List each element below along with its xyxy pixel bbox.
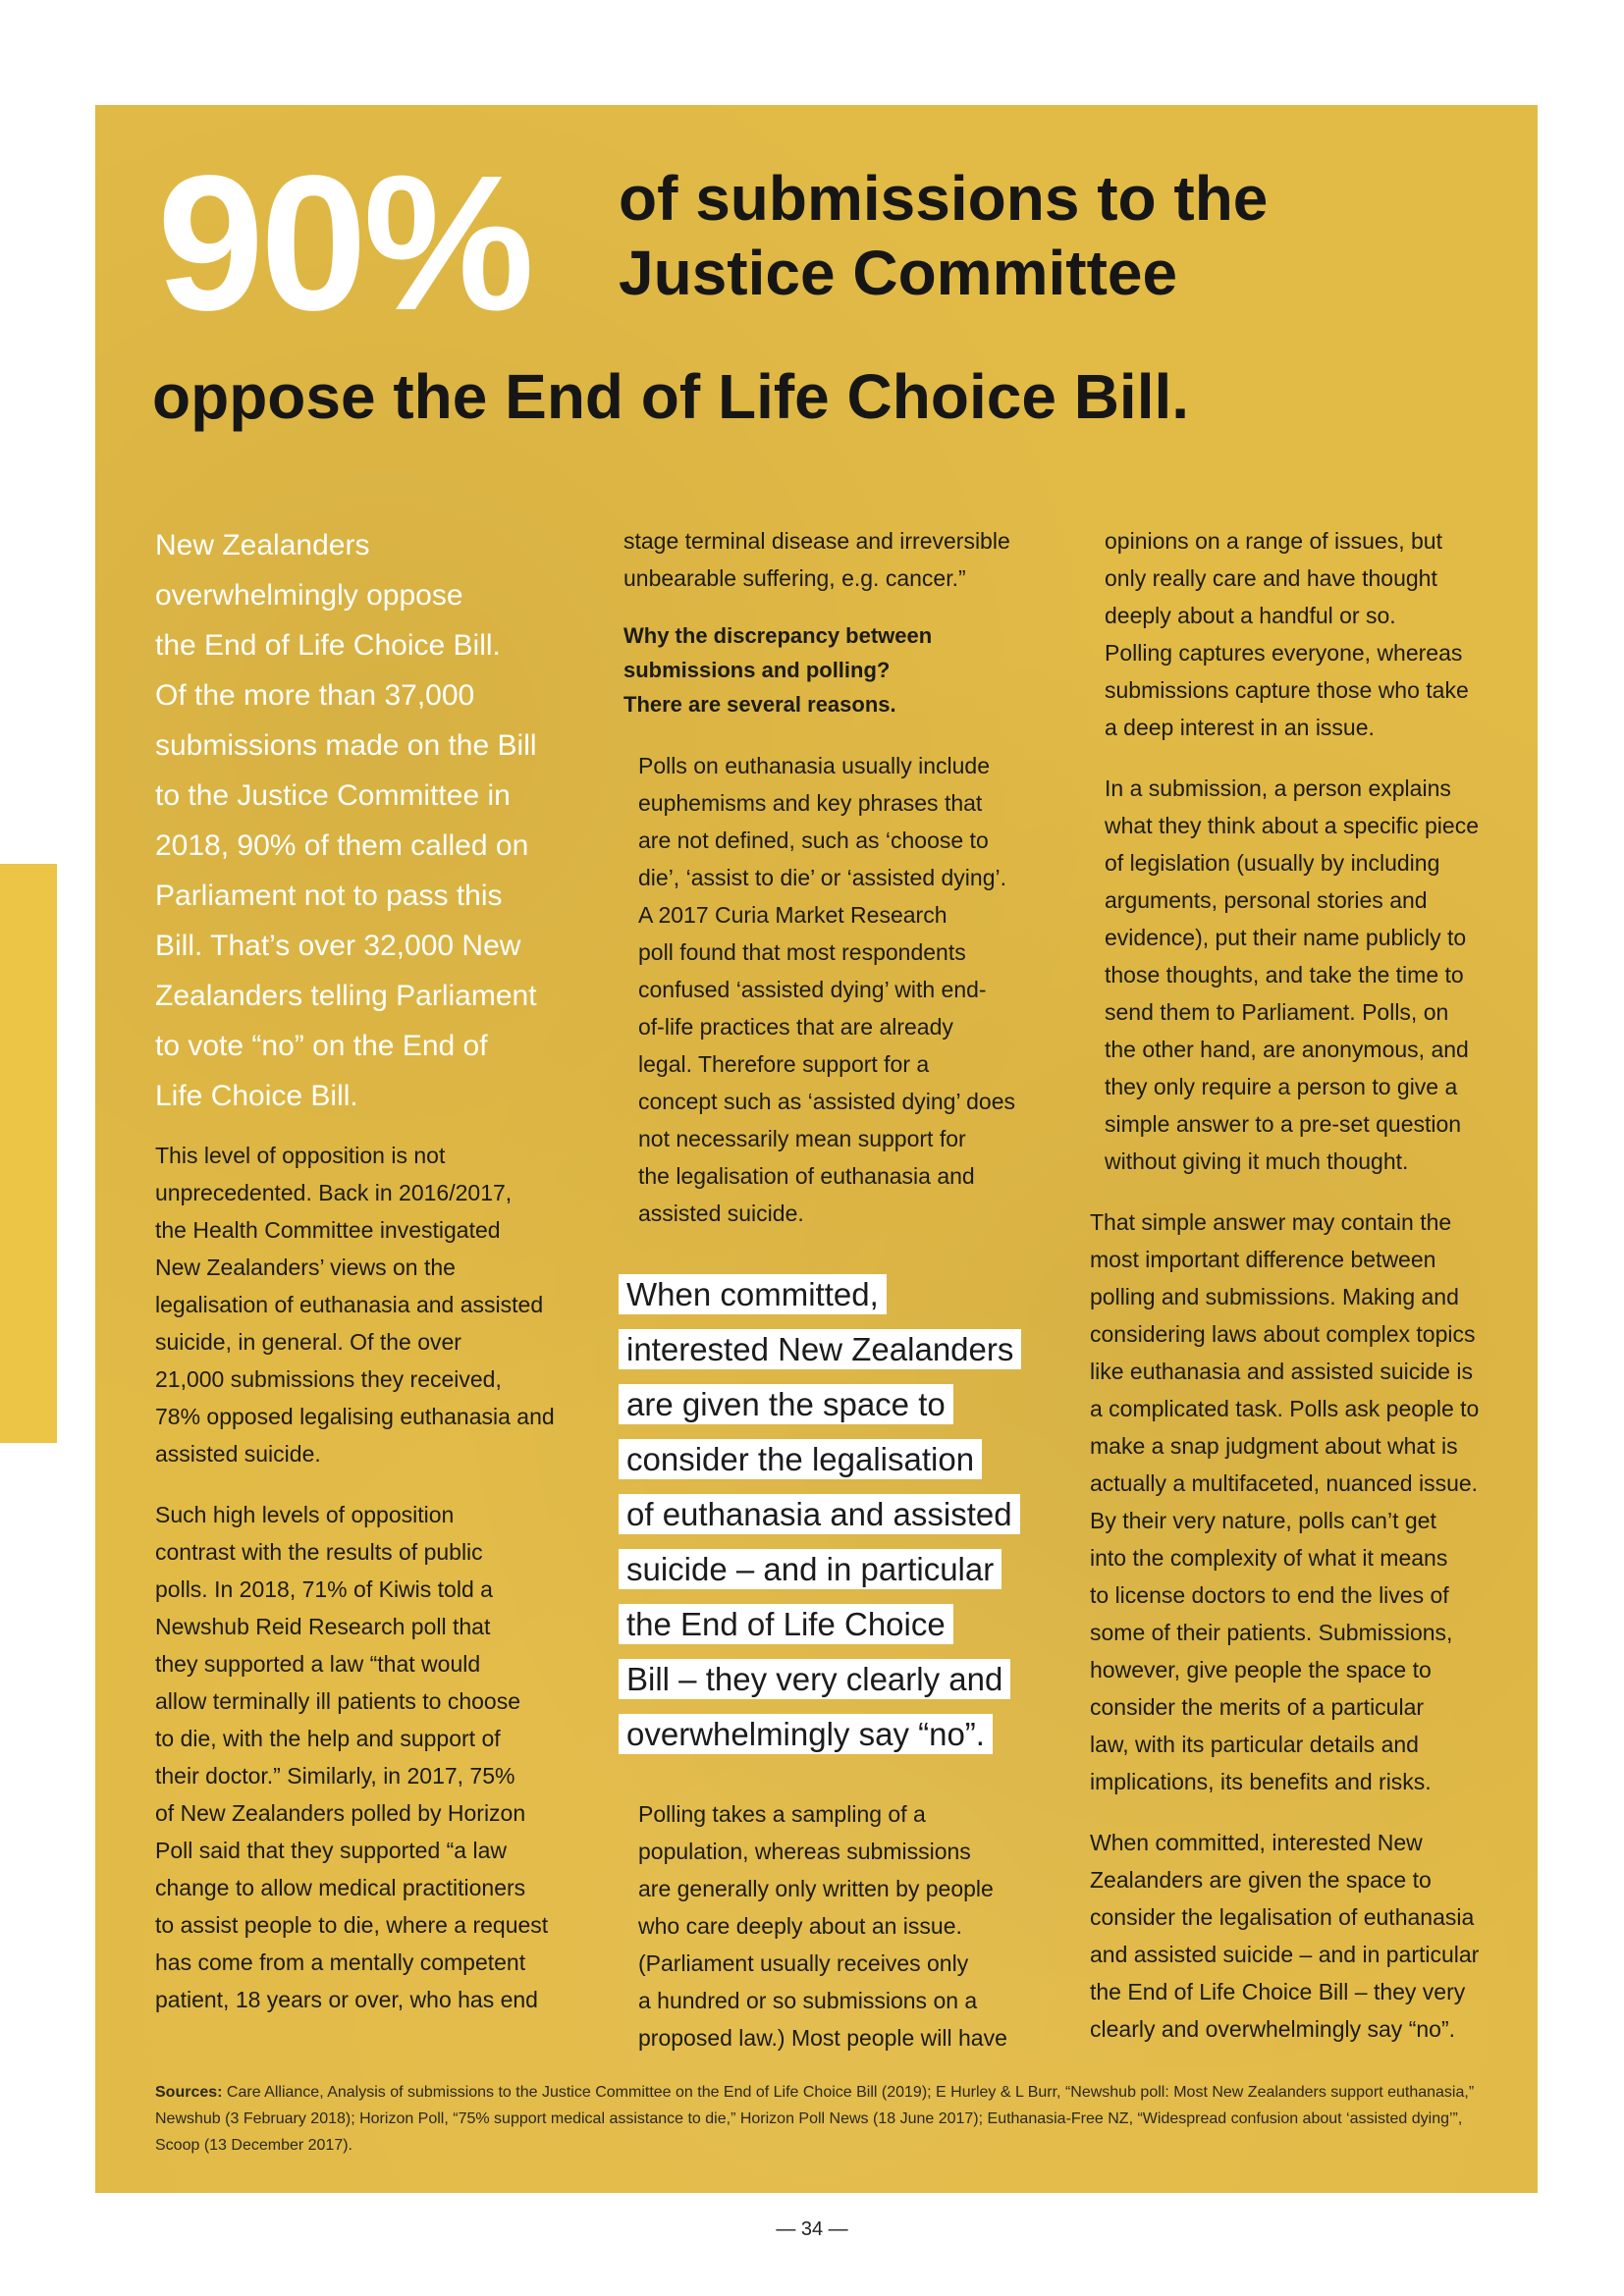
text-line: euphemisms and key phrases that — [638, 790, 983, 816]
text-line: concept such as ‘assisted dying’ does — [638, 1089, 1015, 1114]
text-line: considering laws about complex topics — [1090, 1321, 1476, 1347]
text-line: Polls on euthanasia usually include — [638, 753, 991, 778]
text-line: unbearable suffering, e.g. cancer.” — [623, 565, 966, 591]
text-line: a deep interest in an issue. — [1105, 715, 1375, 740]
text-line: Bill. That’s over 32,000 New — [155, 930, 521, 962]
text-line: who care deeply about an issue. — [638, 1913, 962, 1939]
paragraph-continued — [623, 522, 1046, 597]
headline-top — [619, 162, 1268, 310]
text-line: like euthanasia and assisted suicide is — [1090, 1359, 1473, 1384]
headline-top-line-1: of submissions to the — [619, 163, 1269, 234]
text-line: change to allow medical practitioners — [155, 1875, 526, 1900]
text-line: unprecedented. Back in 2016/2017, — [155, 1180, 513, 1205]
text-line: This level of opposition is not — [155, 1143, 446, 1168]
text-line: the End of Life Choice Bill. — [155, 629, 501, 662]
text-line: In a submission, a person explains — [1105, 775, 1451, 801]
text-line: make a snap judgment about what is — [1090, 1433, 1458, 1459]
text-line: Of the more than 37,000 — [155, 679, 475, 712]
text-line: Why the discrepancy between — [623, 623, 933, 648]
lead-paragraph — [155, 520, 558, 1121]
text-line: stage terminal disease and irreversible — [623, 528, 1010, 554]
paragraph — [1090, 1203, 1492, 1800]
text-line: are not defined, such as ‘choose to — [638, 828, 989, 853]
headline-top-line-2: Justice Committee — [619, 237, 1178, 308]
pull-quote-line: suicide – and in particular — [619, 1549, 1001, 1589]
text-line: law, with its particular details and — [1090, 1732, 1419, 1757]
text-line: population, whereas submissions — [638, 1839, 971, 1864]
sources-footnote — [155, 2079, 1481, 2159]
text-line: most important difference between — [1090, 1247, 1436, 1272]
text-line: New Zealanders’ views on the — [155, 1255, 456, 1280]
text-line: (Parliament usually receives only — [638, 1950, 969, 1976]
paragraph — [1090, 1824, 1492, 2048]
text-line: to die, with the help and support of — [155, 1726, 501, 1751]
text-line: implications, its benefits and risks. — [1090, 1769, 1432, 1794]
text-line: send them to Parliament. Polls, on — [1105, 999, 1449, 1025]
text-line: patient, 18 years or over, who has end — [155, 1987, 538, 2012]
text-line: arguments, personal stories and — [1105, 887, 1428, 913]
text-line: opinions on a range of issues, but — [1105, 528, 1442, 554]
text-line: actually a multifaceted, nuanced issue. — [1090, 1470, 1479, 1496]
text-line: polling and submissions. Making and — [1090, 1284, 1459, 1309]
text-line: simple answer to a pre-set question — [1105, 1111, 1462, 1137]
text-line: legal. Therefore support for a — [638, 1051, 930, 1077]
column-2 — [623, 522, 1046, 2056]
text-line: they only require a person to give a — [1105, 1074, 1458, 1099]
sources-text: Care Alliance, Analysis of submissions to the Justice Committee on the End of Life Choice Bill (2019); E Hurley & L Burr, “Newshub poll: Most New Zealanders support euthanasia,” Newshub (3 February 2018); Horizon Poll, “75% support medical assistance to die,” Horizon Poll News (18 June 2017); Euthanasia-Free NZ, “Widespread confusion about ‘assisted dying’”, Scoop (13 December 2017). — [155, 2084, 1475, 2154]
text-line: submissions made on the Bill — [155, 729, 537, 762]
text-line: contrast with the results of public — [155, 1539, 483, 1565]
text-line: Life Choice Bill. — [155, 1080, 358, 1112]
text-line: 2018, 90% of them called on — [155, 829, 529, 862]
pull-quote-line: Bill – they very clearly and — [619, 1659, 1010, 1699]
column-1 — [155, 520, 558, 2018]
page-number: — 34 — — [776, 2218, 848, 2240]
text-line: Poll said that they supported “a law — [155, 1838, 507, 1863]
text-line: Polling captures everyone, whereas — [1105, 640, 1463, 666]
text-line: Polling takes a sampling of a — [638, 1801, 926, 1827]
text-line: There are several reasons. — [623, 692, 896, 717]
text-line: their doctor.” Similarly, in 2017, 75% — [155, 1763, 515, 1789]
paragraph — [623, 747, 1046, 1232]
text-line: 21,000 submissions they received, — [155, 1366, 502, 1392]
text-line: they supported a law “that would — [155, 1651, 481, 1677]
pull-quote-line: consider the legalisation — [619, 1439, 982, 1479]
pull-quote-line: When committed, — [619, 1274, 887, 1314]
text-line: overwhelmingly oppose — [155, 579, 463, 612]
text-line: a hundred or so submissions on a — [638, 1988, 978, 2013]
text-line: to the Justice Committee in — [155, 779, 511, 812]
text-line: evidence), put their name publicly to — [1105, 925, 1467, 950]
side-color-tab — [0, 864, 57, 1443]
text-line: assisted suicide. — [155, 1441, 321, 1467]
text-line: of legislation (usually by including — [1105, 850, 1440, 876]
text-line: has come from a mentally competent — [155, 1949, 526, 1975]
text-line: assisted suicide. — [638, 1201, 804, 1226]
text-line: When committed, interested New — [1090, 1830, 1423, 1855]
headline-bottom: oppose the End of Life Choice Bill. — [152, 361, 1190, 432]
text-line: of-life practices that are already — [638, 1014, 953, 1040]
text-line: clearly and overwhelmingly say “no”. — [1090, 2016, 1455, 2042]
text-line: to assist people to die, where a request — [155, 1912, 549, 1938]
text-line: the legalisation of euthanasia and — [638, 1163, 975, 1189]
text-line: submissions and polling? — [623, 658, 891, 682]
text-line: confused ‘assisted dying’ with end- — [638, 977, 987, 1002]
text-line: of New Zealanders polled by Horizon — [155, 1800, 526, 1826]
text-line: allow terminally ill patients to choose — [155, 1688, 521, 1714]
text-line: some of their patients. Submissions, — [1090, 1620, 1453, 1645]
text-line: without giving it much thought. — [1105, 1148, 1409, 1174]
column-3 — [1090, 522, 1492, 2048]
text-line: polls. In 2018, 71% of Kiwis told a — [155, 1576, 493, 1602]
text-line: to license doctors to end the lives of — [1090, 1582, 1449, 1608]
text-line: Parliament not to pass this — [155, 880, 503, 912]
text-line: only really care and have thought — [1105, 565, 1437, 591]
pull-quote-line: of euthanasia and assisted — [619, 1494, 1020, 1534]
text-line: not necessarily mean support for — [638, 1126, 966, 1151]
paragraph — [1090, 522, 1492, 746]
text-line: proposed law.) Most people will have — [638, 2025, 1007, 2051]
text-line: the End of Life Choice Bill – they very — [1090, 1979, 1466, 2004]
text-line: the Health Committee investigated — [155, 1217, 501, 1243]
pull-quote-line: interested New Zealanders — [619, 1329, 1021, 1369]
text-line: consider the legalisation of euthanasia — [1090, 1904, 1475, 1930]
text-line: are generally only written by people — [638, 1876, 994, 1901]
text-line: a complicated task. Polls ask people to — [1090, 1396, 1480, 1421]
pull-quote-line: the End of Life Choice — [619, 1604, 953, 1644]
text-line: Zealanders are given the space to — [1090, 1867, 1432, 1893]
text-line: submissions capture those who take — [1105, 677, 1469, 703]
pull-quote — [619, 1267, 1046, 1762]
text-line: however, give people the space to — [1090, 1657, 1432, 1682]
text-line: 78% opposed legalising euthanasia and — [155, 1404, 555, 1429]
text-line: Zealanders telling Parliament — [155, 980, 537, 1012]
pull-quote-line: overwhelmingly say “no”. — [619, 1714, 993, 1754]
text-line: die’, ‘assist to die’ or ‘assisted dying’. — [638, 865, 1006, 890]
text-line: Such high levels of opposition — [155, 1502, 455, 1527]
paragraph — [1090, 770, 1492, 1180]
text-line: into the complexity of what it means — [1090, 1545, 1448, 1571]
text-line: suicide, in general. Of the over — [155, 1329, 461, 1355]
pull-quote-line: are given the space to — [619, 1384, 953, 1424]
text-line: That simple answer may contain the — [1090, 1209, 1452, 1235]
text-line: New Zealanders — [155, 529, 370, 561]
text-line: deeply about a handful or so. — [1105, 603, 1396, 628]
text-line: A 2017 Curia Market Research — [638, 902, 947, 928]
text-line: what they think about a specific piece — [1105, 813, 1480, 838]
text-line: the other hand, are anonymous, and — [1105, 1037, 1469, 1062]
headline-stat: 90% — [157, 135, 531, 350]
paragraph — [155, 1137, 558, 1472]
text-line: to vote “no” on the End of — [155, 1030, 488, 1062]
text-line: consider the merits of a particular — [1090, 1694, 1425, 1720]
text-line: legalisation of euthanasia and assisted — [155, 1292, 544, 1317]
paragraph — [623, 1795, 1046, 2056]
paragraph — [155, 1496, 558, 2018]
text-line: poll found that most respondents — [638, 939, 966, 965]
sources-label: Sources: — [155, 2084, 223, 2101]
subheading — [623, 618, 1046, 721]
text-line: By their very nature, polls can’t get — [1090, 1508, 1436, 1533]
text-line: and assisted suicide – and in particular — [1090, 1942, 1480, 1967]
text-line: those thoughts, and take the time to — [1105, 962, 1464, 988]
text-line: Newshub Reid Research poll that — [155, 1614, 491, 1639]
